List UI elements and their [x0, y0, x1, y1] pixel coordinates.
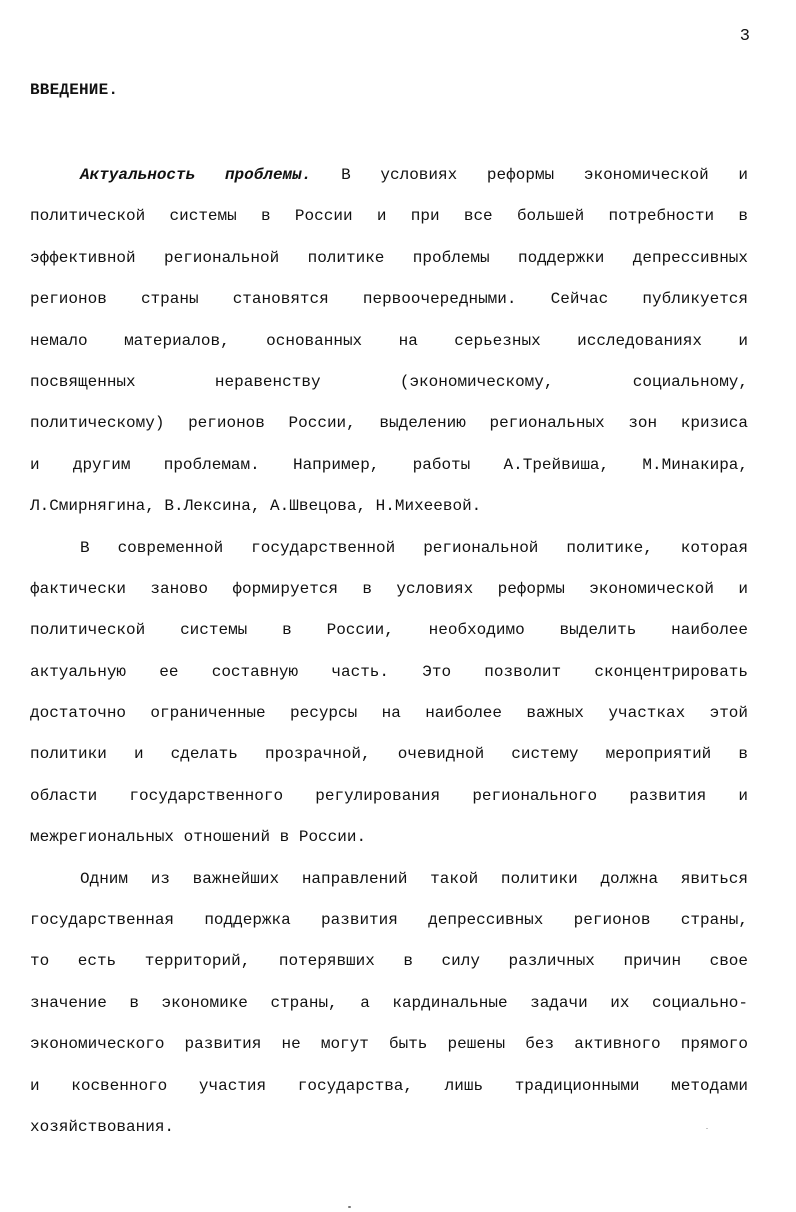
paragraph-line: то есть территорий, потерявших в силу различных причин свое — [30, 952, 748, 971]
paragraph-line: эффективной региональной политике проблемы поддержки депрессивных — [30, 248, 748, 267]
paragraph-line: межрегиональных отношений в России. — [30, 828, 367, 847]
lead-phrase: Актуальность проблемы. — [80, 166, 312, 184]
lead-line-rest: В условиях реформы экономической и — [311, 166, 748, 184]
paragraph-line: Одним из важнейших направлений такой политики должна явиться — [80, 869, 748, 888]
paragraph-line: немало материалов, основанных на серьезных исследованиях и — [30, 331, 748, 350]
paragraph-line: посвященных неравенству (экономическому, социальному, — [30, 372, 748, 391]
paragraph-line: политической системы в России и при все большей потребности в — [30, 207, 748, 226]
paragraph-line: экономического развития не могут быть решены без активного прямого — [30, 1035, 748, 1054]
paragraph-line: хозяйствования. — [30, 1117, 175, 1136]
paragraph-line: значение в экономике страны, а кардинальные задачи их социально- — [30, 993, 748, 1012]
section-heading: ВВЕДЕНИЕ. — [30, 81, 119, 99]
paragraph-line: В современной государственной региональной политике, которая — [80, 538, 748, 557]
paragraph-line: фактически заново формируется в условиях реформы экономической и — [30, 579, 748, 598]
paragraph-line: и другим проблемам. Например, работы А.Трейвиша, М.Минакира, — [30, 455, 748, 474]
paragraph-line: и косвенного участия государства, лишь традиционными методами — [30, 1076, 748, 1095]
paragraph-line: государственная поддержка развития депрессивных регионов страны, — [30, 911, 748, 930]
paragraph-depressed-regions — [30, 864, 748, 1154]
paragraph-line: политическому) регионов России, выделению региональных зон кризиса — [30, 414, 748, 433]
paragraph-line: достаточно ограниченные ресурсы на наиболее важных участках этой — [30, 704, 748, 723]
paragraph-relevance — [30, 160, 748, 533]
body-text — [30, 160, 748, 1153]
paragraph-line — [30, 160, 748, 201]
paragraph-line: области государственного регулирования регионального развития и — [30, 786, 748, 805]
scan-speck — [706, 1128, 708, 1129]
paragraph-line: Л.Смирнягина, В.Лексина, А.Швецова, Н.Михеевой. — [30, 497, 482, 516]
paragraph-line: политики и сделать прозрачной, очевидной систему мероприятий в — [30, 745, 748, 764]
scan-speck — [348, 1206, 351, 1208]
paragraph-line: политической системы в России, необходимо выделить наиболее — [30, 621, 748, 640]
paragraph-regional-policy — [30, 533, 748, 864]
page-number: 3 — [739, 27, 750, 46]
paragraph-line: регионов страны становятся первоочередными. Сейчас публикуется — [30, 290, 748, 309]
paragraph-line: актуальную ее составную часть. Это позволит сконцентрировать — [30, 662, 748, 681]
